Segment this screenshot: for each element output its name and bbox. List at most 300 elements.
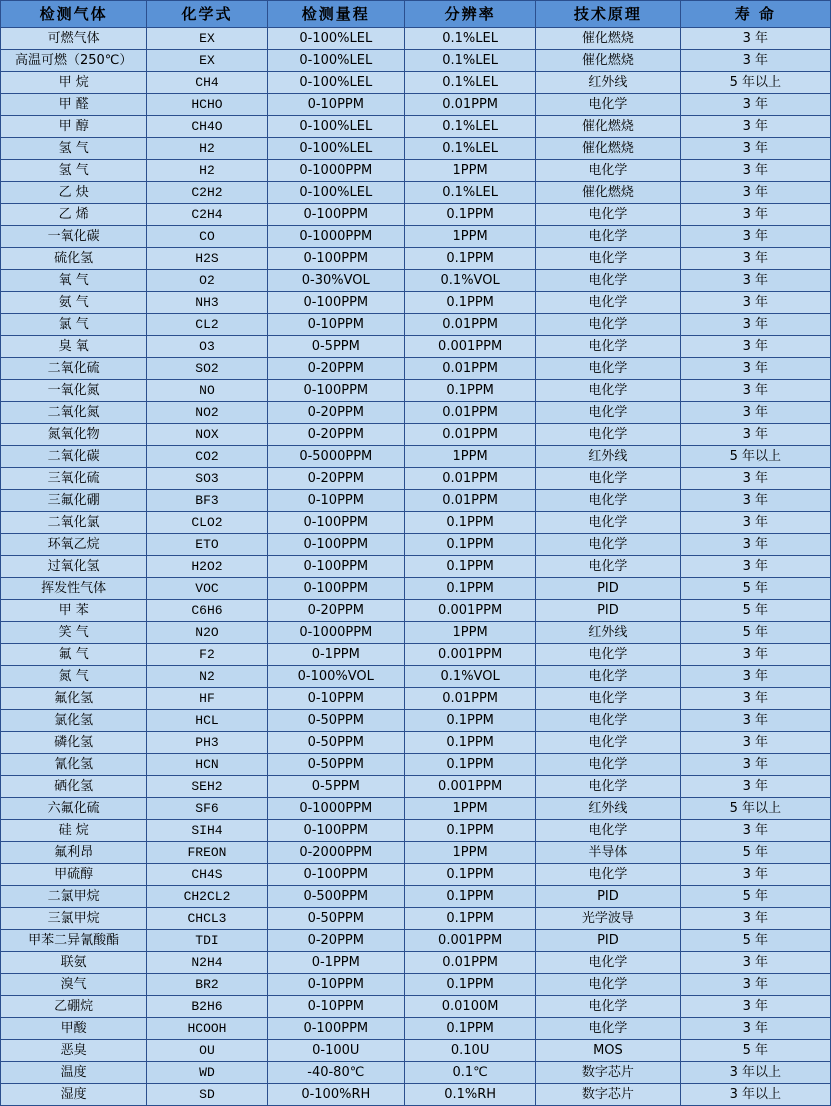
cell-principle: 光学波导 xyxy=(536,908,680,930)
cell-formula: NO2 xyxy=(147,402,267,424)
table-row xyxy=(1,402,831,424)
cell-range: 0-5PPM xyxy=(267,776,404,798)
cell-range: 0-1PPM xyxy=(267,952,404,974)
cell-lifetime: 3 年 xyxy=(680,314,830,336)
cell-formula: VOC xyxy=(147,578,267,600)
table-row xyxy=(1,446,831,468)
table-header xyxy=(1,1,831,28)
cell-range: 0-100PPM xyxy=(267,820,404,842)
cell-resolution: 1PPM xyxy=(404,446,535,468)
table-row xyxy=(1,50,831,72)
cell-lifetime: 5 年以上 xyxy=(680,72,830,94)
column-header-resolution: 分辨率 xyxy=(404,1,535,28)
cell-formula: SO2 xyxy=(147,358,267,380)
cell-lifetime: 3 年 xyxy=(680,490,830,512)
cell-formula: CL2 xyxy=(147,314,267,336)
cell-lifetime: 3 年 xyxy=(680,820,830,842)
cell-gas: 一氧化氮 xyxy=(1,380,147,402)
cell-range: 0-100%LEL xyxy=(267,28,404,50)
cell-formula: B2H6 xyxy=(147,996,267,1018)
cell-principle: 电化学 xyxy=(536,974,680,996)
cell-principle: 数字芯片 xyxy=(536,1084,680,1106)
cell-principle: 电化学 xyxy=(536,314,680,336)
cell-range: 0-10PPM xyxy=(267,94,404,116)
cell-range: 0-10PPM xyxy=(267,490,404,512)
cell-gas: 氟 气 xyxy=(1,644,147,666)
cell-gas: 乙硼烷 xyxy=(1,996,147,1018)
cell-resolution: 0.1PPM xyxy=(404,908,535,930)
column-header-principle: 技术原理 xyxy=(536,1,680,28)
cell-resolution: 0.001PPM xyxy=(404,644,535,666)
cell-principle: 催化燃烧 xyxy=(536,116,680,138)
cell-principle: 数字芯片 xyxy=(536,1062,680,1084)
table-body xyxy=(1,28,831,1106)
cell-gas: 甲酸 xyxy=(1,1018,147,1040)
cell-lifetime: 3 年 xyxy=(680,754,830,776)
cell-range: 0-100PPM xyxy=(267,380,404,402)
cell-resolution: 0.001PPM xyxy=(404,930,535,952)
cell-gas: 三氧化硫 xyxy=(1,468,147,490)
cell-lifetime: 3 年 xyxy=(680,534,830,556)
cell-resolution: 0.1PPM xyxy=(404,732,535,754)
table-row xyxy=(1,842,831,864)
cell-gas: 硒化氢 xyxy=(1,776,147,798)
table-row xyxy=(1,952,831,974)
cell-lifetime: 5 年 xyxy=(680,1040,830,1062)
table-row xyxy=(1,182,831,204)
cell-lifetime: 3 年 xyxy=(680,1018,830,1040)
cell-resolution: 1PPM xyxy=(404,160,535,182)
table-row xyxy=(1,908,831,930)
cell-formula: HCHO xyxy=(147,94,267,116)
cell-formula: HF xyxy=(147,688,267,710)
cell-principle: 电化学 xyxy=(536,534,680,556)
cell-principle: 电化学 xyxy=(536,292,680,314)
cell-lifetime: 3 年 xyxy=(680,292,830,314)
table-row xyxy=(1,600,831,622)
cell-principle: 电化学 xyxy=(536,556,680,578)
cell-range: 0-10PPM xyxy=(267,688,404,710)
cell-principle: 电化学 xyxy=(536,424,680,446)
cell-principle: 电化学 xyxy=(536,468,680,490)
cell-gas: 氯 气 xyxy=(1,314,147,336)
cell-gas: 高温可燃（250℃） xyxy=(1,50,147,72)
table-row xyxy=(1,490,831,512)
cell-principle: 电化学 xyxy=(536,996,680,1018)
cell-principle: 电化学 xyxy=(536,336,680,358)
cell-resolution: 0.1PPM xyxy=(404,204,535,226)
column-header-lifetime: 寿 命 xyxy=(680,1,830,28)
cell-range: 0-1000PPM xyxy=(267,226,404,248)
cell-gas: 温度 xyxy=(1,1062,147,1084)
cell-lifetime: 3 年 xyxy=(680,996,830,1018)
table-row xyxy=(1,292,831,314)
cell-lifetime: 5 年 xyxy=(680,622,830,644)
cell-gas: 甲 醛 xyxy=(1,94,147,116)
cell-formula: CHCL3 xyxy=(147,908,267,930)
cell-lifetime: 3 年 xyxy=(680,512,830,534)
cell-lifetime: 3 年 xyxy=(680,380,830,402)
cell-formula: WD xyxy=(147,1062,267,1084)
cell-principle: MOS xyxy=(536,1040,680,1062)
cell-gas: 硅 烷 xyxy=(1,820,147,842)
cell-gas: 三氯甲烷 xyxy=(1,908,147,930)
cell-formula: HCN xyxy=(147,754,267,776)
cell-formula: C2H4 xyxy=(147,204,267,226)
cell-gas: 氢 气 xyxy=(1,138,147,160)
cell-range: 0-1PPM xyxy=(267,644,404,666)
cell-gas: 氨 气 xyxy=(1,292,147,314)
cell-formula: NOX xyxy=(147,424,267,446)
cell-gas: 硫化氢 xyxy=(1,248,147,270)
cell-principle: 催化燃烧 xyxy=(536,182,680,204)
cell-formula: SEH2 xyxy=(147,776,267,798)
cell-range: 0-100%LEL xyxy=(267,116,404,138)
cell-resolution: 0.1%LEL xyxy=(404,182,535,204)
cell-resolution: 0.1PPM xyxy=(404,292,535,314)
cell-principle: 电化学 xyxy=(536,270,680,292)
cell-lifetime: 3 年 xyxy=(680,204,830,226)
cell-gas: 氰化氢 xyxy=(1,754,147,776)
table-row xyxy=(1,556,831,578)
cell-principle: 催化燃烧 xyxy=(536,28,680,50)
cell-gas: 氮氧化物 xyxy=(1,424,147,446)
cell-gas: 挥发性气体 xyxy=(1,578,147,600)
cell-gas: 过氧化氢 xyxy=(1,556,147,578)
cell-principle: 电化学 xyxy=(536,952,680,974)
cell-formula: H2 xyxy=(147,160,267,182)
cell-principle: 催化燃烧 xyxy=(536,50,680,72)
cell-formula: F2 xyxy=(147,644,267,666)
cell-principle: 电化学 xyxy=(536,204,680,226)
table-row xyxy=(1,666,831,688)
cell-formula: BR2 xyxy=(147,974,267,996)
cell-resolution: 0.1%LEL xyxy=(404,72,535,94)
table-row xyxy=(1,688,831,710)
table-row xyxy=(1,1084,831,1106)
cell-range: 0-50PPM xyxy=(267,754,404,776)
table-row xyxy=(1,138,831,160)
cell-principle: 电化学 xyxy=(536,380,680,402)
cell-range: 0-100U xyxy=(267,1040,404,1062)
cell-gas: 乙 炔 xyxy=(1,182,147,204)
cell-formula: CO xyxy=(147,226,267,248)
cell-formula: SF6 xyxy=(147,798,267,820)
cell-formula: CLO2 xyxy=(147,512,267,534)
cell-principle: 电化学 xyxy=(536,820,680,842)
cell-range: 0-20PPM xyxy=(267,424,404,446)
cell-lifetime: 3 年 xyxy=(680,358,830,380)
cell-gas: 笑 气 xyxy=(1,622,147,644)
cell-lifetime: 3 年 xyxy=(680,468,830,490)
cell-resolution: 0.1%LEL xyxy=(404,116,535,138)
cell-formula: OU xyxy=(147,1040,267,1062)
cell-range: 0-100%VOL xyxy=(267,666,404,688)
cell-lifetime: 3 年 xyxy=(680,28,830,50)
cell-resolution: 0.1PPM xyxy=(404,248,535,270)
cell-formula: EX xyxy=(147,50,267,72)
table-row xyxy=(1,930,831,952)
cell-range: 0-20PPM xyxy=(267,600,404,622)
cell-gas: 环氧乙烷 xyxy=(1,534,147,556)
cell-range: 0-2000PPM xyxy=(267,842,404,864)
cell-principle: 半导体 xyxy=(536,842,680,864)
cell-formula: NH3 xyxy=(147,292,267,314)
cell-resolution: 0.0100M xyxy=(404,996,535,1018)
cell-gas: 氟化氢 xyxy=(1,688,147,710)
cell-formula: CO2 xyxy=(147,446,267,468)
cell-principle: PID xyxy=(536,578,680,600)
cell-range: 0-20PPM xyxy=(267,402,404,424)
cell-formula: N2H4 xyxy=(147,952,267,974)
cell-lifetime: 3 年 xyxy=(680,666,830,688)
table-row xyxy=(1,710,831,732)
cell-principle: 电化学 xyxy=(536,358,680,380)
cell-principle: PID xyxy=(536,600,680,622)
cell-gas: 恶臭 xyxy=(1,1040,147,1062)
cell-gas: 湿度 xyxy=(1,1084,147,1106)
cell-lifetime: 5 年 xyxy=(680,578,830,600)
cell-lifetime: 3 年 xyxy=(680,138,830,160)
cell-gas: 可燃气体 xyxy=(1,28,147,50)
table-row xyxy=(1,798,831,820)
column-header-gas: 检测气体 xyxy=(1,1,147,28)
table-row xyxy=(1,776,831,798)
cell-formula: O3 xyxy=(147,336,267,358)
cell-range: 0-10PPM xyxy=(267,974,404,996)
cell-resolution: 0.01PPM xyxy=(404,424,535,446)
cell-lifetime: 3 年 xyxy=(680,116,830,138)
cell-lifetime: 3 年 xyxy=(680,50,830,72)
cell-principle: 电化学 xyxy=(536,864,680,886)
cell-lifetime: 3 年 xyxy=(680,226,830,248)
cell-lifetime: 3 年 xyxy=(680,336,830,358)
cell-range: 0-100%LEL xyxy=(267,138,404,160)
cell-resolution: 0.1PPM xyxy=(404,710,535,732)
cell-lifetime: 3 年 xyxy=(680,952,830,974)
cell-range: 0-100%RH xyxy=(267,1084,404,1106)
table-row xyxy=(1,732,831,754)
cell-resolution: 0.1%RH xyxy=(404,1084,535,1106)
cell-principle: PID xyxy=(536,886,680,908)
cell-range: 0-1000PPM xyxy=(267,798,404,820)
cell-formula: TDI xyxy=(147,930,267,952)
cell-resolution: 0.01PPM xyxy=(404,468,535,490)
cell-resolution: 0.1PPM xyxy=(404,1018,535,1040)
cell-range: 0-100PPM xyxy=(267,512,404,534)
cell-formula: CH4 xyxy=(147,72,267,94)
cell-lifetime: 5 年 xyxy=(680,600,830,622)
cell-formula: H2O2 xyxy=(147,556,267,578)
table-row xyxy=(1,72,831,94)
cell-formula: O2 xyxy=(147,270,267,292)
cell-principle: 电化学 xyxy=(536,160,680,182)
cell-principle: 电化学 xyxy=(536,776,680,798)
table-row xyxy=(1,336,831,358)
cell-resolution: 0.01PPM xyxy=(404,358,535,380)
cell-resolution: 0.1%LEL xyxy=(404,50,535,72)
cell-principle: 电化学 xyxy=(536,710,680,732)
cell-range: 0-100PPM xyxy=(267,534,404,556)
cell-lifetime: 3 年以上 xyxy=(680,1084,830,1106)
cell-gas: 一氧化碳 xyxy=(1,226,147,248)
table-row xyxy=(1,1062,831,1084)
cell-resolution: 0.1PPM xyxy=(404,380,535,402)
cell-lifetime: 5 年 xyxy=(680,886,830,908)
cell-lifetime: 3 年以上 xyxy=(680,1062,830,1084)
cell-principle: 电化学 xyxy=(536,248,680,270)
table-row xyxy=(1,512,831,534)
cell-lifetime: 5 年以上 xyxy=(680,446,830,468)
table-row xyxy=(1,270,831,292)
cell-formula: EX xyxy=(147,28,267,50)
cell-formula: BF3 xyxy=(147,490,267,512)
cell-range: 0-20PPM xyxy=(267,468,404,490)
cell-gas: 氮 气 xyxy=(1,666,147,688)
cell-formula: FREON xyxy=(147,842,267,864)
cell-range: 0-10PPM xyxy=(267,996,404,1018)
cell-lifetime: 5 年 xyxy=(680,930,830,952)
cell-range: 0-100PPM xyxy=(267,864,404,886)
cell-principle: 红外线 xyxy=(536,446,680,468)
cell-principle: 电化学 xyxy=(536,666,680,688)
cell-formula: SO3 xyxy=(147,468,267,490)
table-row xyxy=(1,578,831,600)
cell-lifetime: 3 年 xyxy=(680,402,830,424)
cell-range: 0-100%LEL xyxy=(267,72,404,94)
cell-formula: NO xyxy=(147,380,267,402)
cell-formula: PH3 xyxy=(147,732,267,754)
cell-principle: 电化学 xyxy=(536,226,680,248)
cell-formula: ETO xyxy=(147,534,267,556)
cell-lifetime: 5 年 xyxy=(680,842,830,864)
table-row xyxy=(1,996,831,1018)
cell-range: 0-50PPM xyxy=(267,908,404,930)
cell-lifetime: 5 年以上 xyxy=(680,798,830,820)
table-row xyxy=(1,864,831,886)
cell-resolution: 0.1PPM xyxy=(404,974,535,996)
cell-principle: 红外线 xyxy=(536,622,680,644)
cell-range: 0-100%LEL xyxy=(267,182,404,204)
cell-range: 0-5000PPM xyxy=(267,446,404,468)
table-row xyxy=(1,468,831,490)
table-row xyxy=(1,116,831,138)
table-row xyxy=(1,94,831,116)
table-row xyxy=(1,534,831,556)
cell-resolution: 0.1℃ xyxy=(404,1062,535,1084)
cell-lifetime: 3 年 xyxy=(680,732,830,754)
cell-gas: 二氧化碳 xyxy=(1,446,147,468)
cell-range: 0-20PPM xyxy=(267,930,404,952)
cell-resolution: 0.1%LEL xyxy=(404,28,535,50)
table-row xyxy=(1,820,831,842)
cell-resolution: 0.001PPM xyxy=(404,336,535,358)
cell-range: 0-1000PPM xyxy=(267,160,404,182)
cell-principle: 电化学 xyxy=(536,512,680,534)
cell-lifetime: 3 年 xyxy=(680,908,830,930)
cell-principle: 电化学 xyxy=(536,754,680,776)
cell-resolution: 1PPM xyxy=(404,226,535,248)
cell-range: 0-50PPM xyxy=(267,710,404,732)
cell-gas: 二氧化氮 xyxy=(1,402,147,424)
cell-resolution: 0.1PPM xyxy=(404,512,535,534)
cell-resolution: 0.01PPM xyxy=(404,688,535,710)
cell-gas: 氟利昂 xyxy=(1,842,147,864)
cell-formula: H2S xyxy=(147,248,267,270)
cell-formula: CH2CL2 xyxy=(147,886,267,908)
cell-range: 0-100PPM xyxy=(267,204,404,226)
cell-gas: 甲苯二异氰酸酯 xyxy=(1,930,147,952)
cell-resolution: 0.1PPM xyxy=(404,754,535,776)
cell-principle: 电化学 xyxy=(536,94,680,116)
cell-resolution: 0.001PPM xyxy=(404,776,535,798)
cell-range: -40-80℃ xyxy=(267,1062,404,1084)
cell-formula: N2O xyxy=(147,622,267,644)
table-row xyxy=(1,28,831,50)
cell-resolution: 0.1PPM xyxy=(404,578,535,600)
cell-gas: 氢 气 xyxy=(1,160,147,182)
cell-lifetime: 3 年 xyxy=(680,710,830,732)
cell-range: 0-500PPM xyxy=(267,886,404,908)
cell-lifetime: 3 年 xyxy=(680,94,830,116)
cell-lifetime: 3 年 xyxy=(680,776,830,798)
cell-formula: SD xyxy=(147,1084,267,1106)
table-row xyxy=(1,974,831,996)
cell-resolution: 1PPM xyxy=(404,842,535,864)
cell-resolution: 0.1PPM xyxy=(404,886,535,908)
cell-formula: H2 xyxy=(147,138,267,160)
cell-resolution: 0.10U xyxy=(404,1040,535,1062)
cell-resolution: 0.1%VOL xyxy=(404,270,535,292)
cell-principle: 电化学 xyxy=(536,732,680,754)
cell-lifetime: 3 年 xyxy=(680,160,830,182)
table-row xyxy=(1,1018,831,1040)
cell-gas: 磷化氢 xyxy=(1,732,147,754)
cell-formula: C6H6 xyxy=(147,600,267,622)
cell-range: 0-50PPM xyxy=(267,732,404,754)
cell-resolution: 0.1%VOL xyxy=(404,666,535,688)
table-row xyxy=(1,622,831,644)
cell-lifetime: 3 年 xyxy=(680,644,830,666)
cell-gas: 甲 苯 xyxy=(1,600,147,622)
cell-principle: PID xyxy=(536,930,680,952)
cell-lifetime: 3 年 xyxy=(680,182,830,204)
cell-range: 0-5PPM xyxy=(267,336,404,358)
cell-range: 0-20PPM xyxy=(267,358,404,380)
cell-formula: CH4O xyxy=(147,116,267,138)
column-header-formula: 化学式 xyxy=(147,1,267,28)
cell-principle: 红外线 xyxy=(536,72,680,94)
cell-formula: HCOOH xyxy=(147,1018,267,1040)
cell-lifetime: 3 年 xyxy=(680,974,830,996)
cell-resolution: 1PPM xyxy=(404,798,535,820)
cell-gas: 甲 烷 xyxy=(1,72,147,94)
cell-gas: 氧 气 xyxy=(1,270,147,292)
cell-gas: 溴气 xyxy=(1,974,147,996)
cell-gas: 氯化氢 xyxy=(1,710,147,732)
cell-lifetime: 3 年 xyxy=(680,270,830,292)
cell-range: 0-30%VOL xyxy=(267,270,404,292)
cell-formula: N2 xyxy=(147,666,267,688)
cell-range: 0-10PPM xyxy=(267,314,404,336)
cell-principle: 电化学 xyxy=(536,688,680,710)
cell-gas: 联氨 xyxy=(1,952,147,974)
column-header-range: 检测量程 xyxy=(267,1,404,28)
cell-resolution: 0.01PPM xyxy=(404,952,535,974)
table-row xyxy=(1,248,831,270)
table-header-row xyxy=(1,1,831,28)
cell-resolution: 0.1PPM xyxy=(404,864,535,886)
